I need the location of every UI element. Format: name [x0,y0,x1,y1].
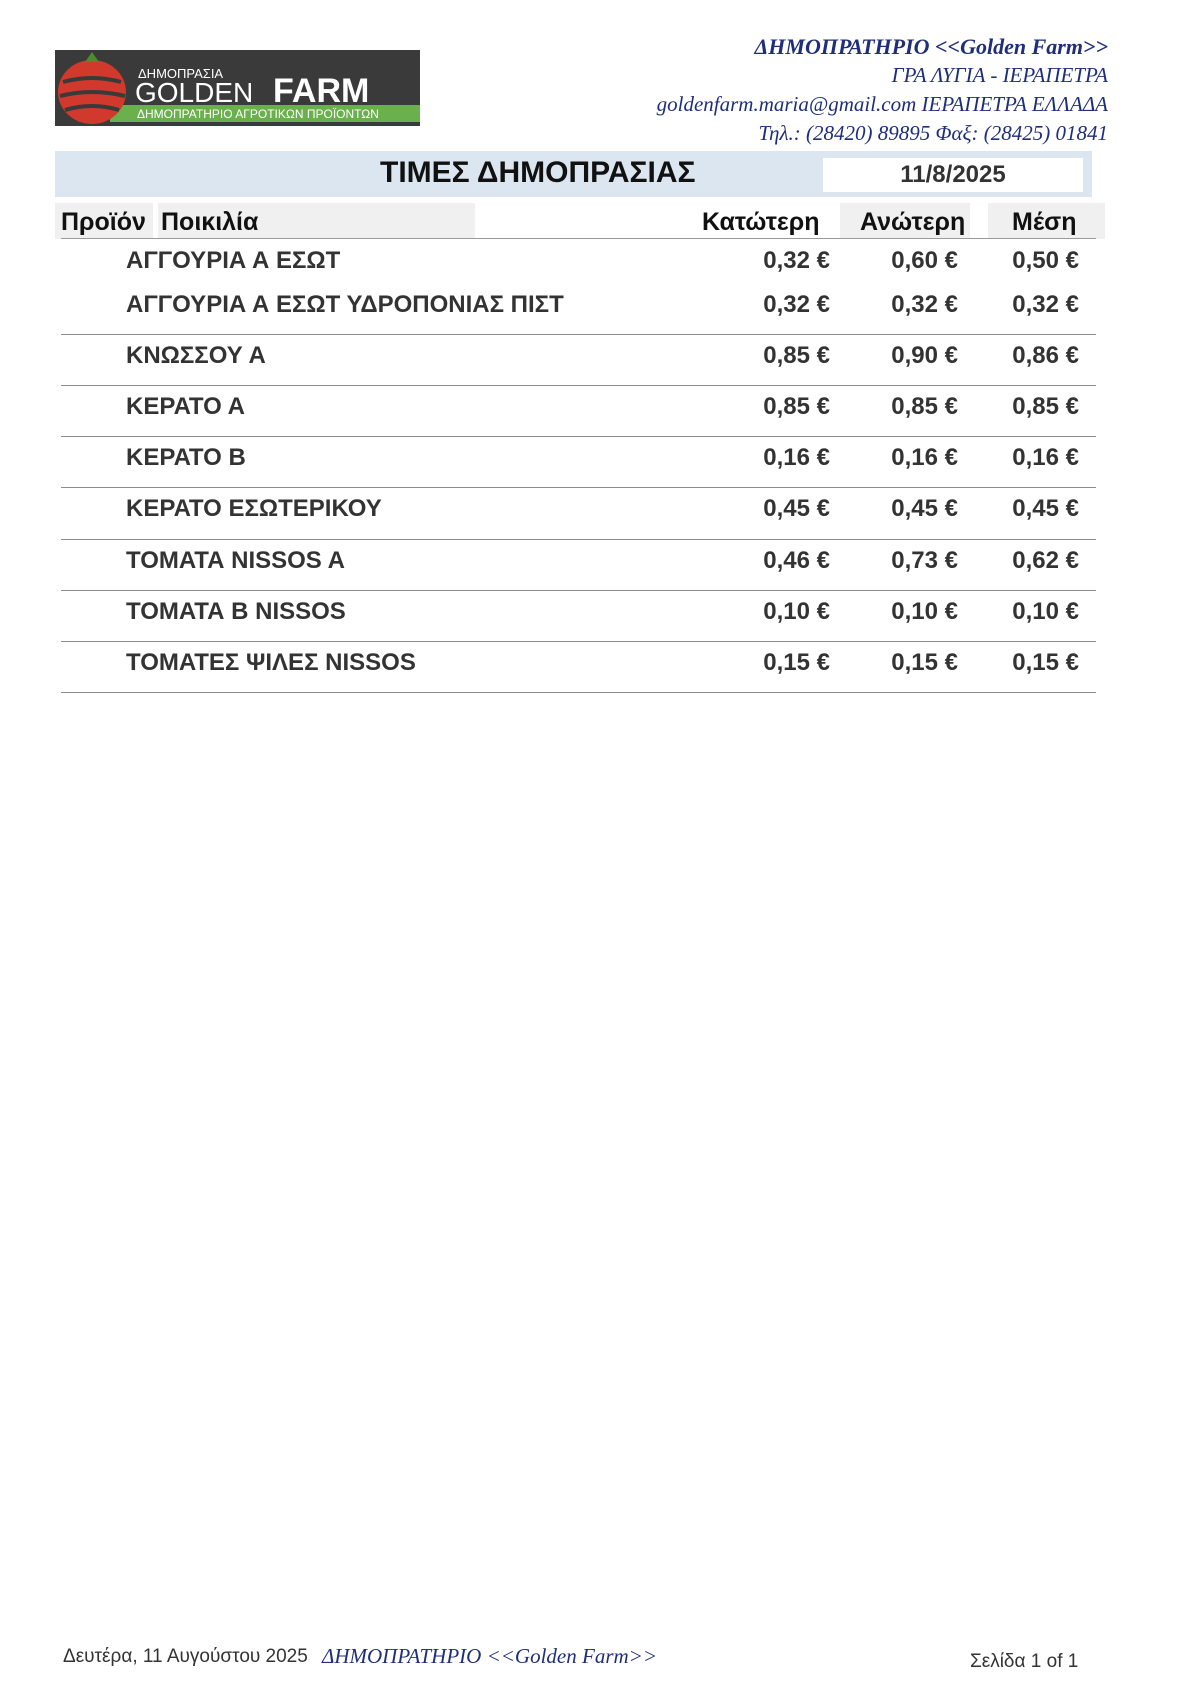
row-avg-price: 0,15 € [1012,649,1079,676]
row-low-price: 0,85 € [763,342,830,369]
company-phone-line: Τηλ.: (28420) 89895 Φαξ: (28425) 01841 [758,121,1108,145]
row-low-price: 0,16 € [763,444,830,471]
row-avg-price: 0,85 € [1012,393,1079,420]
auction-date: 11/8/2025 [823,158,1083,192]
row-variety: ΤΟΜΑΤΑ NISSOS A [126,547,345,574]
row-avg-price: 0,10 € [1012,598,1079,625]
row-divider [61,539,1096,540]
column-header-variety: Ποικιλία [161,208,259,236]
logo-small-text: ΔΗΜΟΠΡΑΣΙΑ [138,66,224,81]
row-variety: ΤΟΜΑΤΕΣ ΨΙΛΕΣ NISSOS [126,649,416,676]
row-high-price: 0,32 € [891,291,958,318]
row-variety: ΑΓΓΟΥΡΙΑ Α ΕΣΩΤ [126,247,341,274]
company-email-line: goldenfarm.maria@gmail.com ΙΕΡΑΠΕΤΡΑ ΕΛΛΑΔΑ [656,92,1108,116]
logo-brand-left: GOLDEN [135,77,254,108]
row-high-price: 0,15 € [891,649,958,676]
footer-page-number: Σελίδα 1 of 1 [970,1651,1079,1672]
logo-tagline: ΔΗΜΟΠΡΑΤΗΡΙΟ ΑΓΡΟΤΙΚΩΝ ΠΡΟΪΟΝΤΩΝ [137,107,379,121]
golden-farm-logo [55,50,420,126]
row-low-price: 0,45 € [763,495,830,522]
row-divider [61,641,1096,642]
row-high-price: 0,45 € [891,495,958,522]
row-low-price: 0,46 € [763,547,830,574]
footer-company: ΔΗΜΟΠΡΑΤΗΡΙΟ <<Golden Farm>> [322,1644,658,1668]
logo-brand-right: FARM [273,72,370,110]
row-variety: ΚΝΩΣΣΟΥ Α [126,342,266,369]
row-variety: ΤΟΜΑΤΑ Β NISSOS [126,598,346,625]
row-avg-price: 0,50 € [1012,247,1079,274]
row-high-price: 0,73 € [891,547,958,574]
row-low-price: 0,32 € [763,247,830,274]
row-high-price: 0,16 € [891,444,958,471]
row-high-price: 0,85 € [891,393,958,420]
row-low-price: 0,10 € [763,598,830,625]
row-variety: ΚΕΡΑΤΟ Α [126,393,245,420]
row-variety: ΑΓΓΟΥΡΙΑ Α ΕΣΩΤ ΥΔΡΟΠΟΝΙΑΣ ΠΙΣΤ [126,291,564,318]
row-avg-price: 0,32 € [1012,291,1079,318]
row-avg-price: 0,16 € [1012,444,1079,471]
column-header-avg: Μέση [1012,208,1077,236]
row-avg-price: 0,62 € [1012,547,1079,574]
row-high-price: 0,90 € [891,342,958,369]
row-avg-price: 0,45 € [1012,495,1079,522]
row-divider [61,334,1096,335]
column-header-low: Κατώτερη [702,208,820,236]
row-divider [61,590,1096,591]
row-avg-price: 0,86 € [1012,342,1079,369]
row-low-price: 0,85 € [763,393,830,420]
page-title: ΤΙΜΕΣ ΔΗΜΟΠΡΑΣΙΑΣ [380,156,696,189]
row-high-price: 0,60 € [891,247,958,274]
row-variety: ΚΕΡΑΤΟ Β [126,444,246,471]
row-divider [61,692,1096,693]
row-divider [61,487,1096,488]
row-divider [61,385,1096,386]
row-variety: ΚΕΡΑΤΟ ΕΣΩΤΕΡΙΚΟΥ [126,495,382,522]
column-header-high: Ανώτερη [860,208,966,236]
company-address: ΓΡΑ ΛΥΓΙΑ - ΙΕΡΑΠΕΤΡΑ [891,63,1108,87]
company-title: ΔΗΜΟΠΡΑΤΗΡΙΟ <<Golden Farm>> [754,34,1108,59]
row-divider [61,436,1096,437]
row-low-price: 0,32 € [763,291,830,318]
row-low-price: 0,15 € [763,649,830,676]
row-high-price: 0,10 € [891,598,958,625]
footer-date: Δευτέρα, 11 Αυγούστου 2025 [63,1646,308,1667]
column-header-product: Προϊόν [61,208,146,236]
header-divider [61,238,1096,239]
